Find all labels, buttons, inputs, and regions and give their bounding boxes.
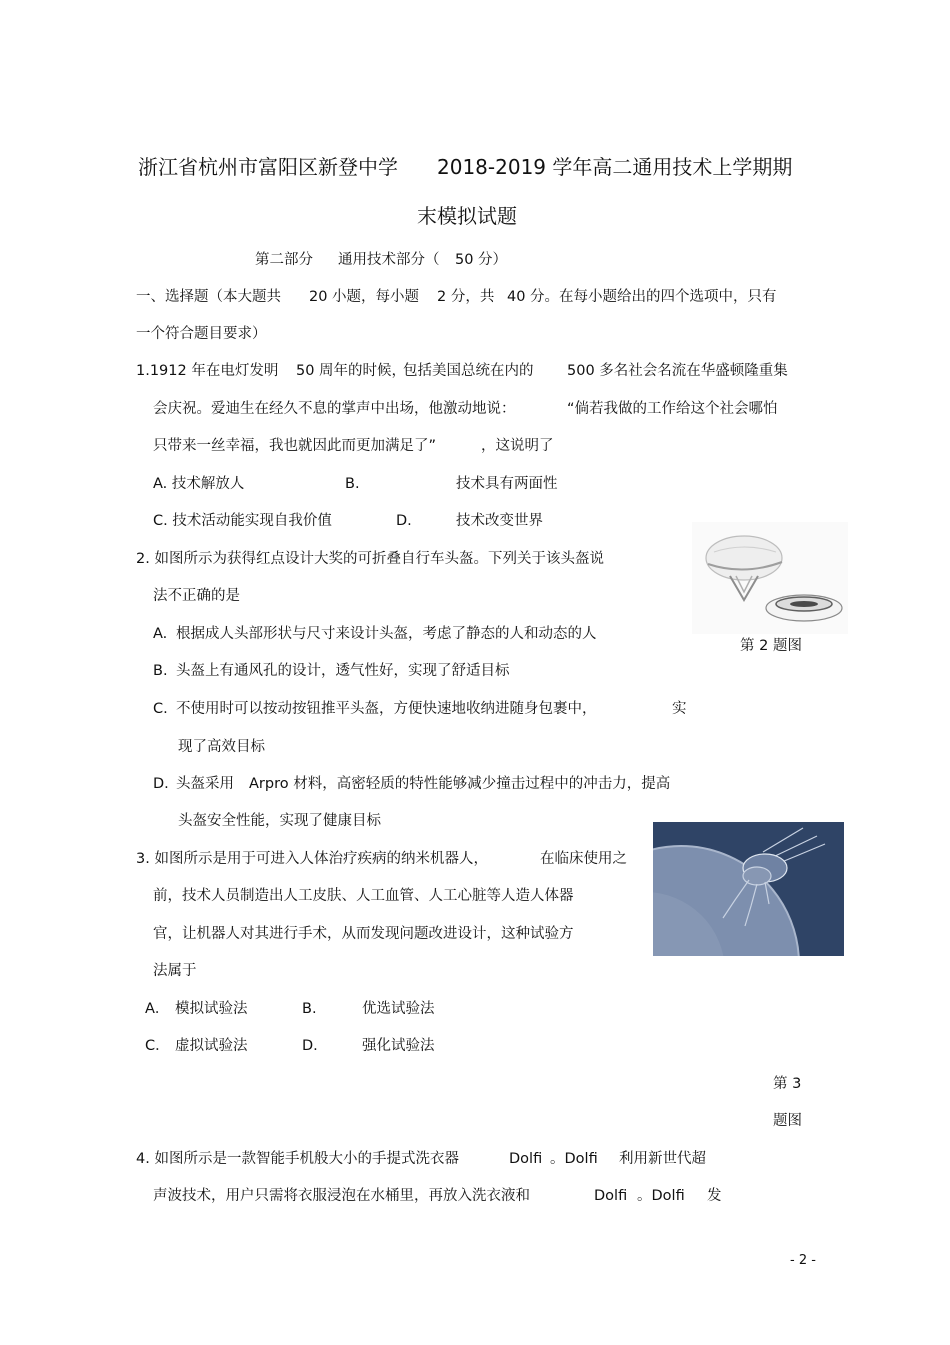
q1-option-b-letter: B. [345, 476, 360, 492]
q4-line2-d: 发 [707, 1188, 722, 1204]
q1-option-b-text: 技术具有两面性 [456, 476, 558, 492]
q4-line1-d: 利用新世代超 [619, 1151, 706, 1167]
q2-option-d-continued: 头盔安全性能，实现了健康目标 [178, 813, 381, 829]
q1-line2-b: “倘若我做的工作给这个社会哪怕 [567, 401, 778, 417]
q3-line3: 官，让机器人对其进行手术，从而发现问题改进设计，这种试验方 [153, 926, 574, 942]
q2-caption: 第 2 题图 [740, 638, 802, 654]
q2-option-d-text-b: Arpro 材料，高密轻质的特性能够减少撞击过程中的冲击力，提高 [249, 776, 671, 792]
section-name: 通用技术部分（ [338, 252, 440, 268]
q1-line1-c: 包括美国总统在内的 [403, 363, 534, 379]
q2-option-b-text: 头盔上有通风孔的设计，透气性好，实现了舒适目标 [176, 663, 510, 679]
q2-option-a-text: 根据成人头部形状与尺寸来设计头盔，考虑了静态的人和动态的人 [176, 626, 597, 642]
q4-line1-a: 4. 如图所示是一款智能手机般大小的手提式洗衣器 [136, 1151, 459, 1167]
instructions-b: 20 小题，每小题 [309, 289, 420, 305]
q2-option-c-letter: C. [153, 701, 168, 717]
q2-option-a-letter: A. [153, 626, 168, 642]
q3-option-c-text: 虚拟试验法 [175, 1038, 248, 1054]
q3-option-d-text: 强化试验法 [362, 1038, 435, 1054]
section-points: 50 分） [455, 252, 508, 268]
q1-line1-b: 50 周年的时候， [296, 363, 407, 379]
title-line1-part1: 浙江省杭州市富阳区新登中学 [138, 155, 398, 179]
q1-option-d-text: 技术改变世界 [456, 513, 543, 529]
q1-line2-a: 会庆祝。爱迪生在经久不息的掌声中出场，他激动地说： [153, 401, 516, 417]
instructions-d: 40 分。在每小题给出的四个选项中，只有 [507, 289, 777, 305]
instructions-line2: 一个符合题目要求） [136, 326, 267, 342]
q3-caption-1: 第 3 [773, 1076, 802, 1092]
q3-option-d-letter: D. [302, 1038, 318, 1054]
section-part: 第二部分 [255, 252, 313, 268]
title-line2: 末模拟试题 [417, 204, 517, 228]
q1-line3-a: 只带来一丝幸福，我也就因此而更加满足了” [153, 438, 437, 454]
q3-option-b-letter: B. [302, 1001, 317, 1017]
q2-line2: 法不正确的是 [153, 588, 240, 604]
q4-line1-c: 。Dolfi [550, 1151, 598, 1167]
helmet-image [692, 522, 848, 634]
q3-option-c-letter: C． [145, 1038, 170, 1054]
q2-option-c-continued: 现了高效目标 [178, 739, 265, 755]
q3-caption-2: 题图 [773, 1113, 802, 1129]
q1-option-d-letter: D. [396, 513, 412, 529]
q3-line1-a: 3. 如图所示是用于可进入人体治疗疾病的纳米机器人， [136, 851, 488, 867]
q3-option-a-letter: A． [145, 1001, 170, 1017]
q1-option-c: C. 技术活动能实现自我价值 [153, 513, 332, 529]
q1-line1-d: 500 多名社会名流在华盛顿隆重集 [567, 363, 788, 379]
q4-line2-a: 声波技术，用户只需将衣服浸泡在水桶里，再放入洗衣液和 [153, 1188, 530, 1204]
nano-robot-image [653, 822, 844, 956]
q4-line2-c: 。Dolfi [637, 1188, 685, 1204]
page-number: - 2 - [790, 1253, 816, 1268]
q4-line2-b: Dolfi [594, 1188, 628, 1204]
title-line1-part2: 2018-2019 学年高二通用技术上学期期 [437, 155, 793, 179]
q2-option-c-tail: 实 [672, 701, 687, 717]
q3-option-a-text: 模拟试验法 [175, 1001, 248, 1017]
q2-option-b-letter: B. [153, 663, 168, 679]
q3-option-b-text: 优选试验法 [362, 1001, 435, 1017]
q3-line4: 法属于 [153, 963, 197, 979]
instructions-c: 2 分，共 [437, 289, 495, 305]
q1-line1-a: 1.1912 年在电灯发明 [136, 363, 279, 379]
q2-option-d-text-a: 头盔采用 [176, 776, 234, 792]
q2-line1: 2. 如图所示为获得红点设计大奖的可折叠自行车头盔。下列关于该头盔说 [136, 551, 604, 567]
q1-line3-b: ，这说明了 [481, 438, 554, 454]
q4-line1-b: Dolfi [509, 1151, 543, 1167]
q3-line2: 前，技术人员制造出人工皮肤、人工血管、人工心脏等人造人体器 [153, 888, 574, 904]
q2-option-d-letter: D. [153, 776, 169, 792]
instructions-a: 一、选择题（本大题共 [136, 289, 281, 305]
q2-option-c-text: 不使用时可以按动按钮推平头盔，方便快速地收纳进随身包裹中， [176, 701, 597, 717]
q1-option-a: A. 技术解放人 [153, 476, 245, 492]
q3-line1-b: 在临床使用之 [540, 851, 627, 867]
